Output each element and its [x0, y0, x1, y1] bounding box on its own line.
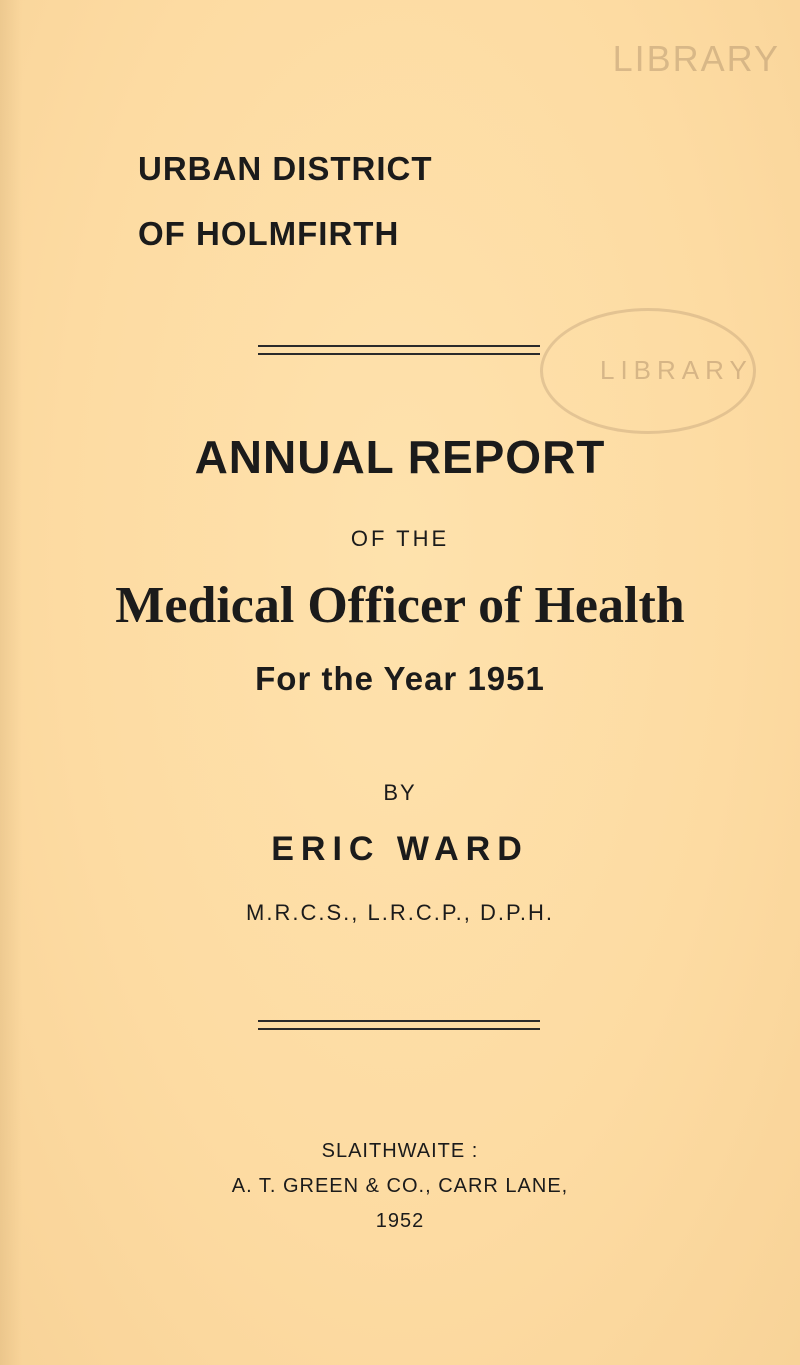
imprint-place: SLAITHWAITE :	[321, 1140, 479, 1162]
district-heading-line-2: OF HOLMFIRTH	[138, 215, 400, 252]
top-double-rule	[258, 345, 540, 355]
by-line: BY	[383, 780, 417, 805]
library-stamp-text: LIBRARY	[600, 355, 753, 385]
report-year: For the Year 1951	[255, 660, 545, 697]
author-name: ERIC WARD	[271, 830, 529, 868]
of-the-line: OF THE	[350, 526, 450, 551]
imprint-printer: A. T. GREEN & CO., CARR LANE,	[231, 1175, 569, 1197]
imprint-year: 1952	[375, 1210, 425, 1232]
bottom-double-rule	[258, 1020, 540, 1030]
library-mark: LIBRARY	[612, 38, 780, 79]
author-qualifications: M.R.C.S., L.R.C.P., D.P.H.	[246, 900, 554, 925]
district-heading-line-1: URBAN DISTRICT	[138, 150, 433, 187]
officer-title: Medical Officer of Health	[115, 577, 685, 634]
report-title: ANNUAL REPORT	[194, 431, 606, 483]
